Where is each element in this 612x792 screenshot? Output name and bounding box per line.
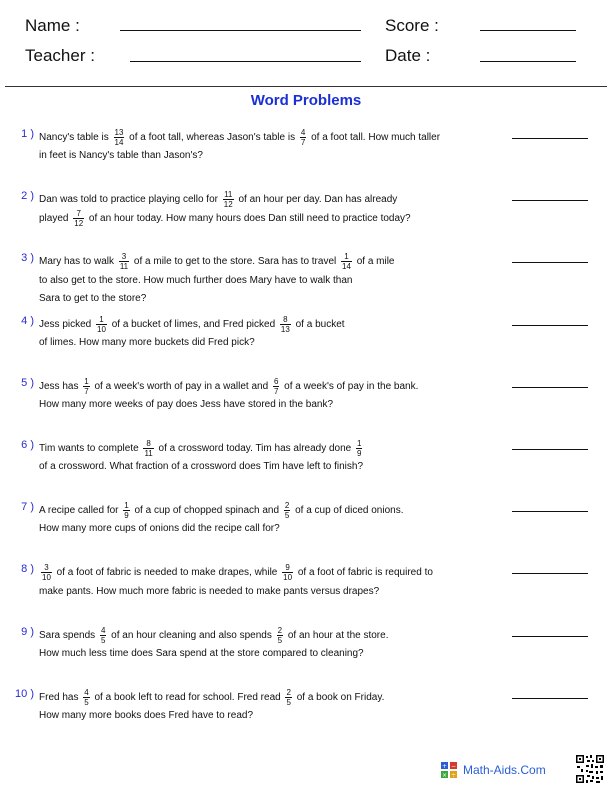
footer-site-name: Math-Aids.Com (463, 763, 546, 777)
problem-line (39, 645, 489, 663)
fraction (83, 688, 89, 707)
text-segment: A recipe called for (39, 505, 122, 517)
text-segment: of a book on Friday. (293, 691, 385, 703)
answer-blank[interactable] (512, 511, 588, 512)
text-segment: of a foot of fabric is required to (295, 567, 433, 579)
text-segment: of a foot of fabric is needed to make drapes, while (53, 567, 281, 579)
text-segment: Dan was told to practice playing cello for (39, 194, 221, 206)
problem-number: 7 ) (21, 501, 34, 514)
fraction-denominator: 9 (357, 449, 362, 458)
fraction-denominator: 14 (114, 138, 124, 147)
problem-text (39, 563, 489, 600)
text-segment: of a cup of chopped spinach and (131, 505, 282, 517)
text-segment: of an hour per day. Dan has already (235, 194, 398, 206)
problem-text (39, 252, 489, 307)
problem-number: 10 ) (15, 687, 34, 700)
problem-number: 2 ) (21, 190, 34, 203)
fraction-denominator: 5 (284, 511, 290, 521)
fraction-numerator: 3 (119, 252, 129, 262)
text-segment: of a week's worth of pay in a wallet and (91, 380, 271, 392)
svg-text:+: + (441, 762, 448, 770)
text-segment: Sara to get to the store? (39, 292, 147, 304)
fraction-denominator: 7 (84, 386, 89, 396)
problem-text (39, 626, 489, 663)
fraction-denominator: 9 (124, 511, 129, 521)
problem-line (39, 190, 489, 209)
problem-number: 4 ) (21, 314, 34, 327)
text-segment: make pants. How much more fabric is needed to make pants versus drapes? (39, 585, 380, 597)
fraction-denominator: 13 (280, 324, 290, 334)
svg-text:×: × (441, 771, 448, 778)
fraction (73, 209, 84, 228)
answer-blank[interactable] (512, 262, 588, 263)
fraction (114, 128, 125, 147)
problem-text (39, 688, 489, 725)
svg-text:−: − (450, 762, 457, 770)
text-segment: of a cup of diced onions. (292, 505, 404, 517)
answer-blank[interactable] (512, 138, 588, 139)
teacher-field-line[interactable] (130, 61, 361, 62)
text-segment: of a bucket (292, 318, 345, 330)
fraction-numerator: 11 (224, 190, 233, 200)
fraction-numerator: 1 (96, 315, 107, 325)
fraction-numerator: 1 (124, 501, 129, 511)
fraction (119, 252, 129, 271)
fraction-denominator: 5 (286, 697, 291, 707)
text-segment: of a book left to read for school. Fred read (91, 691, 284, 703)
fraction-numerator: 7 (73, 209, 84, 219)
date-label: Date : (385, 46, 431, 65)
problem-text (39, 377, 489, 414)
problem-line (39, 252, 489, 271)
fraction-denominator: 14 (342, 262, 351, 272)
text-segment: Nancy's table is (39, 132, 112, 144)
fraction (284, 501, 290, 520)
answer-blank[interactable] (512, 698, 588, 699)
fraction (41, 563, 52, 582)
fraction (356, 439, 362, 458)
fraction-denominator: 11 (144, 449, 153, 458)
answer-blank[interactable] (512, 449, 588, 450)
text-segment: How much less time does Sara spend at the store compared to cleaning? (39, 647, 364, 659)
fraction-denominator: 5 (277, 635, 283, 645)
fraction-denominator: 5 (100, 635, 106, 645)
text-segment: of a foot tall, whereas Jason's table is (126, 132, 298, 144)
text-segment: of an hour today. How many hours does Dan still need to practice today? (86, 213, 411, 225)
problem-number: 5 ) (21, 376, 34, 389)
problem-text (39, 501, 489, 538)
answer-blank[interactable] (512, 387, 588, 388)
text-segment: of limes. How many more buckets did Fred pick? (39, 336, 255, 348)
text-segment: of an hour at the store. (285, 629, 389, 641)
fraction (143, 439, 153, 458)
fraction (273, 377, 279, 396)
problem-line (39, 128, 489, 147)
fraction-denominator: 7 (273, 386, 279, 396)
fraction-numerator: 2 (277, 625, 283, 635)
name-label: Name : (25, 16, 80, 35)
problem-line (39, 707, 489, 725)
fraction-denominator: 12 (74, 219, 84, 229)
fraction (285, 688, 291, 707)
problem-line (39, 147, 489, 165)
text-segment: of a crossword. What fraction of a crossword does Tim have left to finish? (39, 461, 364, 473)
problem-line (39, 501, 489, 520)
fraction-numerator: 2 (286, 687, 291, 697)
problem-line (39, 439, 489, 458)
text-segment: to also get to the store. How much further does Mary have to walk than (39, 274, 353, 286)
qr-code-icon (575, 754, 605, 784)
text-segment: Jess has (39, 380, 82, 392)
text-segment: How many more books does Fred have to read? (39, 709, 253, 721)
fraction-denominator: 12 (223, 200, 233, 210)
text-segment: of an hour cleaning and also spends (108, 629, 275, 641)
problem-line (39, 334, 489, 352)
fraction (123, 501, 129, 520)
svg-text:÷: ÷ (450, 771, 457, 778)
problem-line (39, 272, 489, 290)
answer-blank[interactable] (512, 636, 588, 637)
fraction-denominator: 5 (84, 697, 89, 707)
problem-line (39, 377, 489, 396)
fraction-denominator: 10 (42, 573, 51, 583)
problem-line (39, 688, 489, 707)
name-field-line[interactable] (120, 30, 361, 31)
problem-line (39, 583, 489, 601)
problem-text (39, 190, 489, 228)
page-title: Word Problems (250, 92, 362, 109)
fraction-numerator: 9 (282, 563, 293, 573)
problem-text (39, 439, 489, 476)
fraction-numerator: 2 (284, 501, 290, 511)
problem-number: 8 ) (21, 563, 34, 576)
fraction (83, 377, 89, 396)
fraction (300, 128, 306, 147)
score-label: Score : (385, 16, 439, 35)
answer-blank[interactable] (512, 325, 588, 326)
problem-line (39, 626, 489, 645)
problem-line (39, 290, 489, 308)
problem-text (39, 128, 489, 165)
fraction-numerator: 1 (341, 252, 352, 262)
fraction (282, 563, 293, 582)
text-segment: of a mile (353, 256, 395, 268)
text-segment: Sara spends (39, 629, 98, 641)
fraction-numerator: 13 (114, 128, 124, 137)
problem-number: 9 ) (21, 625, 34, 638)
text-segment: Jess picked (39, 318, 95, 330)
fraction (100, 626, 106, 645)
problem-line (39, 520, 489, 538)
fraction-denominator: 11 (119, 262, 129, 272)
text-segment: Tim wants to complete (39, 443, 142, 455)
problem-line (39, 209, 489, 228)
problem-line (39, 563, 489, 582)
text-segment: How many more weeks of pay does Jess have stored in the bank? (39, 398, 334, 410)
fraction-numerator: 6 (273, 376, 279, 386)
teacher-label: Teacher : (25, 46, 95, 65)
problem-number: 1 ) (21, 128, 34, 140)
text-segment: How many more cups of onions did the recipe call for? (39, 523, 280, 535)
text-segment: in feet is Nancy's table than Jason's? (39, 150, 203, 162)
fraction (280, 315, 291, 334)
score-field-line[interactable] (480, 30, 576, 31)
text-segment: of a bucket of limes, and Fred picked (108, 318, 278, 330)
math-aids-logo-icon (441, 762, 457, 778)
fraction (277, 626, 283, 645)
header-divider (5, 86, 607, 87)
answer-blank[interactable] (512, 573, 588, 574)
text-segment: of a week's of pay in the bank. (281, 380, 419, 392)
problem-text (39, 315, 489, 352)
text-segment: of a mile to get to the store. Sara has to travel (131, 256, 340, 268)
fraction-numerator: 1 (357, 439, 362, 448)
fraction-numerator: 8 (143, 439, 153, 449)
date-field-line[interactable] (480, 61, 576, 62)
fraction-denominator: 10 (97, 324, 106, 334)
answer-blank[interactable] (512, 200, 588, 201)
fraction-denominator: 10 (283, 573, 293, 583)
text-segment: of a crossword today. Tim has already done (155, 443, 355, 455)
problem-number: 3 ) (21, 252, 34, 265)
fraction-numerator: 1 (84, 376, 89, 386)
text-segment: played (39, 213, 72, 225)
text-segment: of a foot tall. How much taller (308, 132, 441, 144)
fraction-numerator: 8 (280, 315, 291, 325)
fraction-numerator: 4 (300, 128, 306, 137)
problem-line (39, 396, 489, 414)
fraction (341, 252, 352, 271)
fraction-denominator: 7 (300, 138, 306, 147)
fraction (96, 315, 107, 334)
text-segment: Mary has to walk (39, 256, 117, 268)
fraction-numerator: 4 (100, 625, 106, 635)
text-segment: Fred has (39, 691, 82, 703)
fraction-numerator: 3 (41, 563, 52, 573)
problem-line (39, 315, 489, 334)
fraction (223, 190, 234, 209)
problem-line (39, 458, 489, 476)
problem-number: 6 ) (21, 439, 34, 451)
fraction-numerator: 4 (84, 687, 89, 697)
